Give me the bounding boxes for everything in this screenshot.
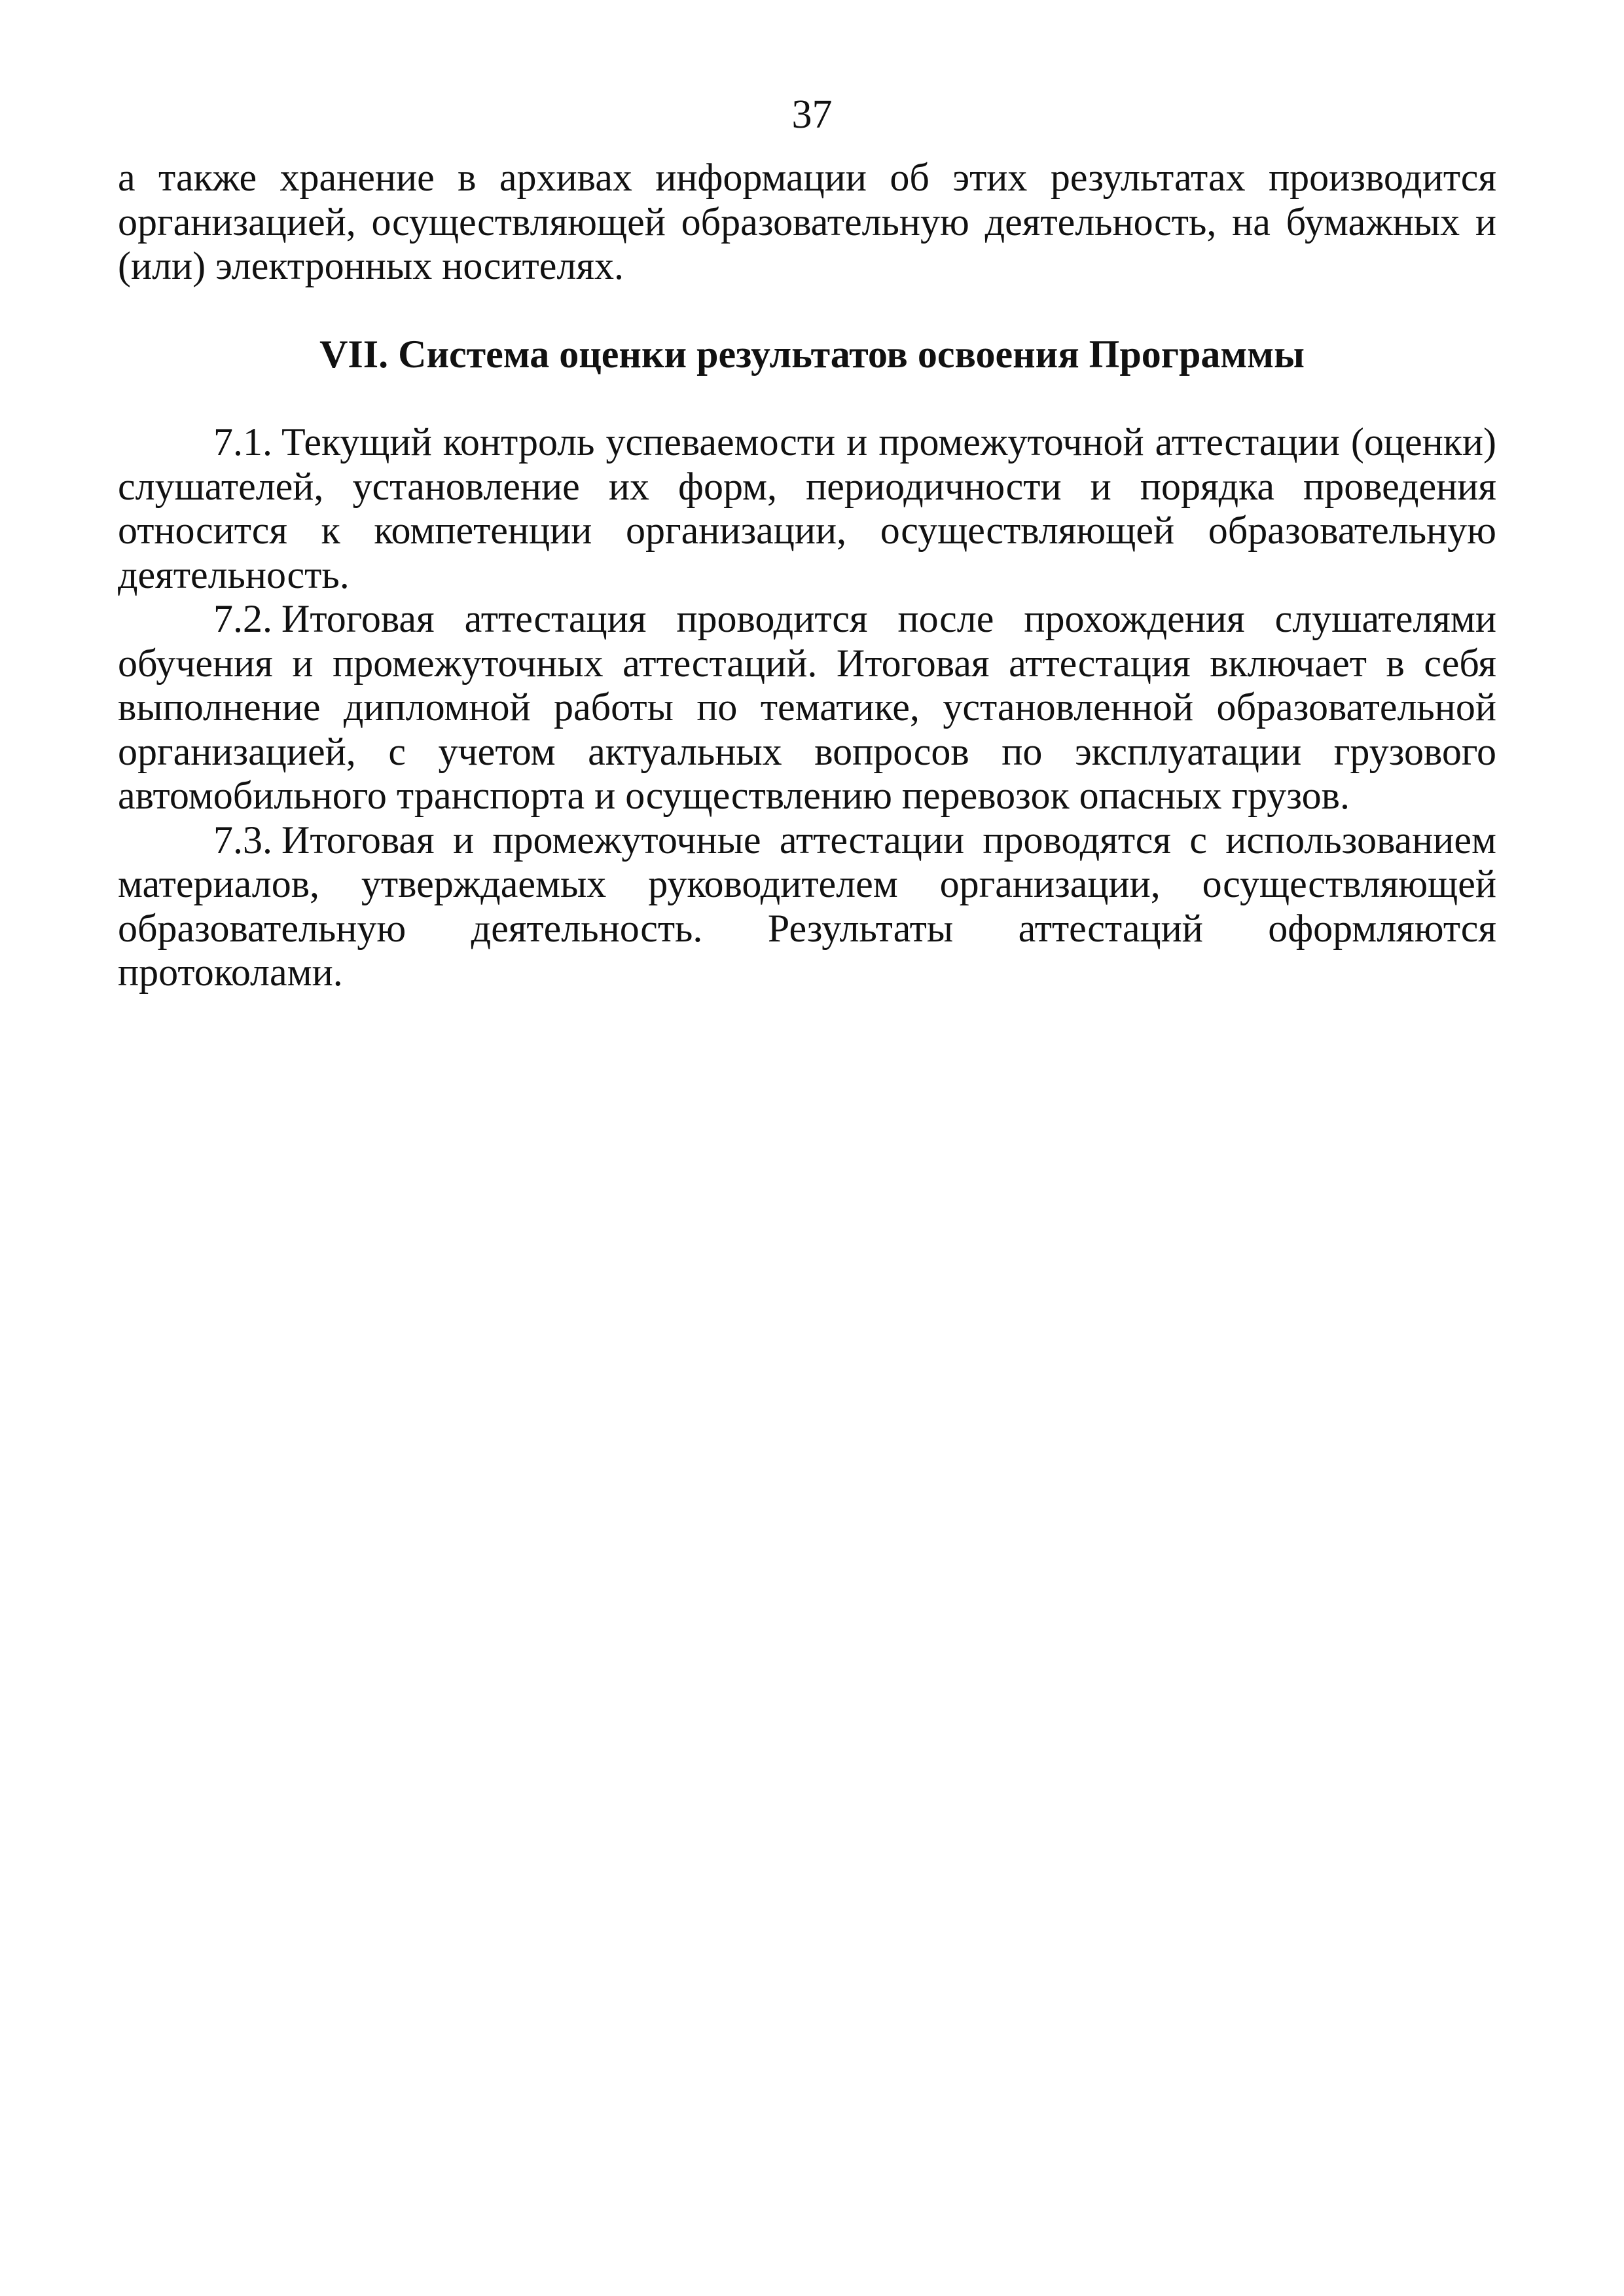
page-number: 37 [791,92,833,137]
intro-paragraph: а также хранение в архивах информации об этих результатах производится организацией, осуществляющей образовательную деятельность, на бумажных и (или) электронных носителях. [118,156,1496,287]
paragraph-7-2 [118,597,1496,818]
paragraph-number: 7.2. [213,597,272,640]
paragraph-text: Итоговая и промежуточные аттестации проводятся с использованием материалов, утверждаемых руководителем организации, осуществляющей образовательную деятельность. Результаты аттестаций оформляются протоколами. [118,818,1496,994]
section-paragraphs [118,420,1496,995]
section-heading: VII. Система оценки результатов освоения Программы [319,333,1305,376]
paragraph-text: Текущий контроль успеваемости и промежуточной аттестации (оценки) слушателей, установление их форм, периодичности и порядка проведения относится к компетенции организации, осуществляющей образовательную деятельность. [118,420,1496,596]
paragraph-7-1 [118,420,1496,597]
paragraph-number: 7.3. [213,818,272,862]
paragraph-number: 7.1. [213,420,272,464]
paragraph-text: Итоговая аттестация проводится после прохождения слушателями обучения и промежуточных аттестаций. Итоговая аттестация включает в себя выполнение дипломной работы по тематике, установленной образовательной организацией, с учетом актуальных вопросов по эксплуатации грузового автомобильного транспорта и осуществлению перевозок опасных грузов. [118,597,1496,817]
paragraph-7-3 [118,818,1496,995]
